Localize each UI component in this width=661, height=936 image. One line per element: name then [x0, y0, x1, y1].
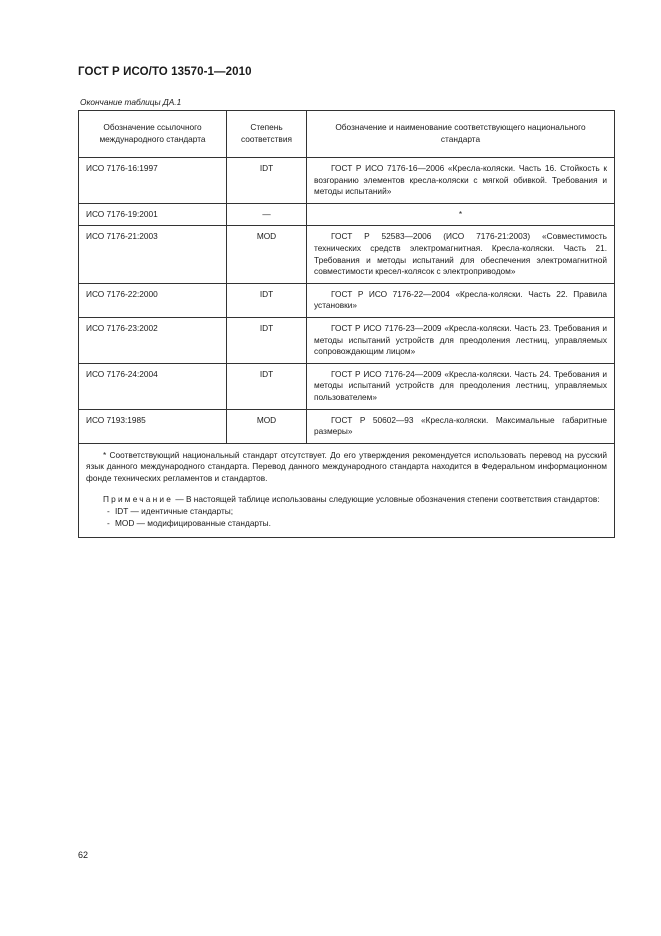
table-row	[79, 158, 615, 204]
national-cell: ГОСТ Р ИСО 7176-24—2009 «Кресла-коляски. Часть 24. Требования и методы испытаний устройств для преодоления лестниц, управляемых пользователем»	[307, 363, 615, 409]
national-cell: ГОСТ Р 50602—93 «Кресла-коляски. Максимальные габаритные размеры»	[307, 409, 615, 443]
ref-cell: ИСО 7176-22:2000	[79, 283, 227, 317]
national-cell: *	[307, 203, 615, 226]
table-row	[79, 317, 615, 363]
degree-cell: MOD	[227, 409, 307, 443]
page-number: 62	[78, 850, 89, 860]
degree-cell: IDT	[227, 363, 307, 409]
table-row	[79, 283, 615, 317]
table-row	[79, 226, 615, 283]
standards-table	[78, 110, 615, 538]
national-cell: ГОСТ Р ИСО 7176-22—2004 «Кресла-коляски. Часть 22. Правила установки»	[307, 283, 615, 317]
list-item	[86, 518, 607, 530]
table-row	[79, 203, 615, 226]
table-header-row	[79, 111, 615, 158]
table-footer-row	[79, 443, 615, 538]
note	[86, 494, 607, 506]
list-item-text: MOD — модифицированные стандарты.	[115, 517, 271, 528]
document-header: ГОСТ Р ИСО/ТО 13570-1—2010	[78, 66, 252, 78]
header-ref-standard: Обозначение ссылочного международного стандарта	[79, 111, 227, 158]
list-item-text: IDT — идентичные стандарты;	[115, 506, 234, 517]
ref-cell: ИСО 7176-19:2001	[79, 203, 227, 226]
table-row	[79, 363, 615, 409]
table-caption: Окончание таблицы ДА.1	[80, 97, 182, 107]
list-item	[86, 506, 607, 518]
note-label: Примечание	[103, 494, 174, 505]
degree-cell: IDT	[227, 283, 307, 317]
bullet: -	[107, 517, 110, 528]
header-national-standard: Обозначение и наименование соответствующего национального стандарта	[307, 111, 615, 158]
national-cell: ГОСТ Р ИСО 7176-23—2009 «Кресла-коляски. Часть 23. Требования и методы испытаний устройств для преодоления лестниц, управляемых сопровождающим лицом»	[307, 317, 615, 363]
table-row	[79, 409, 615, 443]
national-cell: ГОСТ Р 52583—2006 (ИСО 7176-21:2003) «Совместимость технических средств электромагнитная. Кресла-коляски. Часть 21. Требования и методы испытаний для обеспечения электромагнитной совместимости кресел-колясок с электроприводом»	[307, 226, 615, 283]
ref-cell: ИСО 7176-21:2003	[79, 226, 227, 283]
ref-cell: ИСО 7176-23:2002	[79, 317, 227, 363]
ref-cell: ИСО 7193:1985	[79, 409, 227, 443]
degree-cell: IDT	[227, 158, 307, 204]
footnote: * Соответствующий национальный стандарт отсутствует. До его утверждения рекомендуется использовать перевод на русский язык данного международного стандарта. Перевод данного международного стандарта находится в Федеральном информационном фонде технических регламентов и стандартов.	[86, 449, 607, 483]
ref-cell: ИСО 7176-24:2004	[79, 363, 227, 409]
note-text: — В настоящей таблице использованы следующие условные обозначения степени соответствия стандартов:	[173, 494, 600, 505]
degree-cell: —	[227, 203, 307, 226]
national-cell: ГОСТ Р ИСО 7176-16—2006 «Кресла-коляски. Часть 16. Стойкость к возгоранию элементов кресла-коляски с мягкой обивкой. Требования и методы испытаний»	[307, 158, 615, 204]
note-list	[86, 506, 607, 529]
bullet: -	[107, 506, 110, 517]
degree-cell: MOD	[227, 226, 307, 283]
degree-cell: IDT	[227, 317, 307, 363]
header-degree: Степень соответствия	[227, 111, 307, 158]
ref-cell: ИСО 7176-16:1997	[79, 158, 227, 204]
table-footer	[79, 443, 615, 538]
